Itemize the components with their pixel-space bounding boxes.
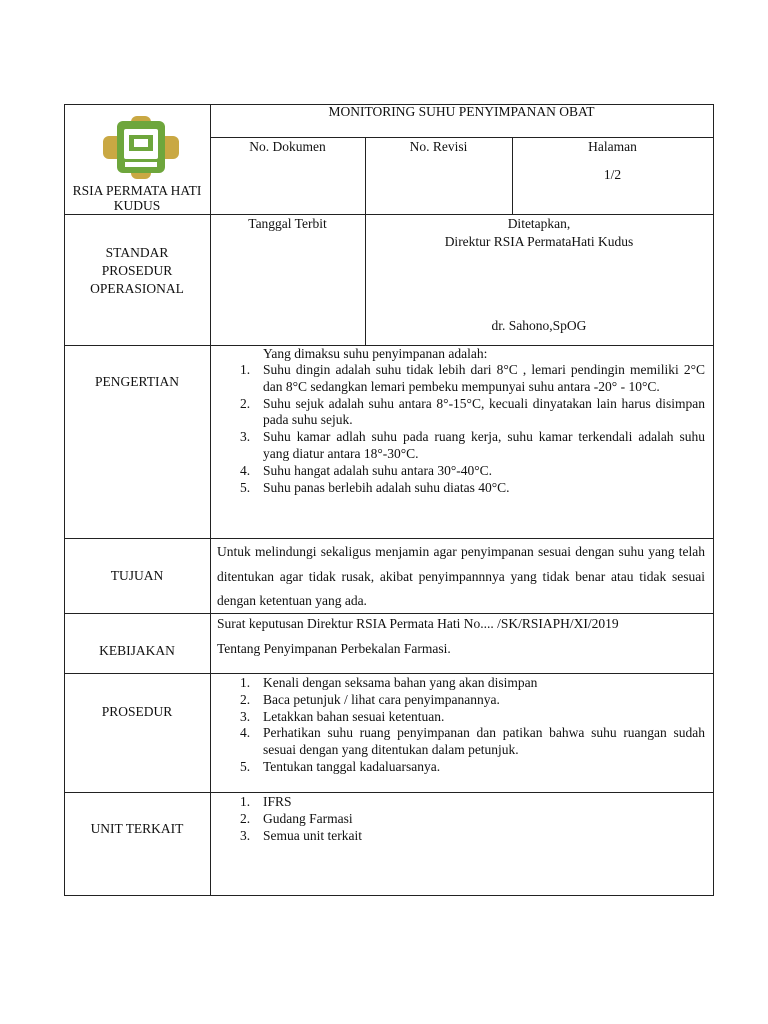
list-item-text: Suhu kamar adlah suhu pada ruang kerja, suhu kamar terkendali adalah suhu yang diatur antara 18°-30°C. — [263, 429, 705, 461]
sop-label-line2: PROSEDUR — [101, 263, 173, 278]
unit-terkait-list — [240, 794, 705, 844]
kebijakan-line1: Surat keputusan Direktur RSIA Permata Hati No.... /SK/RSIAPH/XI/2019 — [217, 616, 619, 631]
pengertian-intro: Yang dimaksu suhu penyimpanan adalah: — [263, 346, 488, 361]
list-item-text: Semua unit terkait — [263, 827, 362, 843]
list-item — [240, 675, 705, 692]
list-item-text: Suhu dingin adalah suhu tidak lebih dari 8°C , lemari pendingin memiliki 2°C dan 8°C sedangkan lemari pembeku mempunyai suhu antara -20° - 10°C. — [263, 362, 705, 394]
border-pengertian-bottom — [64, 538, 714, 539]
list-item — [240, 725, 705, 759]
border-header-bottom — [64, 214, 714, 215]
list-item-number: 2. — [240, 395, 251, 411]
list-item-number: 4. — [240, 462, 251, 478]
list-item — [240, 362, 705, 396]
direktur-label: Direktur RSIA PermataHati Kudus — [444, 234, 634, 249]
list-item — [240, 463, 705, 480]
list-item-number: 5. — [240, 758, 251, 774]
list-item-text: Letakkan bahan sesuai ketentuan. — [263, 708, 445, 724]
list-item-text: Baca petunjuk / lihat cara penyimpanannya. — [263, 691, 500, 707]
list-item-number: 1. — [240, 675, 251, 690]
tujuan-label: TUJUAN — [110, 568, 164, 583]
list-item-number: 4. — [240, 725, 251, 741]
list-item-number: 5. — [240, 479, 251, 495]
logo-base — [125, 162, 157, 167]
list-item-number: 3. — [240, 429, 251, 445]
list-item — [240, 828, 705, 845]
list-item-number: 2. — [240, 691, 251, 707]
org-name-line2: KUDUS — [113, 198, 161, 213]
list-item-number: 1. — [240, 362, 251, 377]
border-bottom — [64, 895, 714, 896]
list-item-text: Suhu sejuk adalah suhu antara 8°-15°C, kecuali dinyatakan lain harus disimpan pada suhu sejuk. — [263, 395, 705, 428]
list-item — [240, 759, 705, 776]
border-title-divider — [210, 137, 714, 138]
prosedur-list — [240, 675, 705, 776]
signatory-name: dr. Sahono,SpOG — [491, 318, 587, 333]
list-item — [240, 811, 705, 828]
border-prosedur-bottom — [64, 792, 714, 793]
logo-window — [134, 139, 148, 147]
halaman-label: Halaman — [588, 139, 637, 154]
border-left — [64, 104, 65, 895]
list-item-number: 3. — [240, 708, 251, 724]
list-item — [240, 429, 705, 463]
list-item-number: 2. — [240, 810, 251, 826]
kebijakan-line2: Tentang Penyimpanan Perbekalan Farmasi. — [217, 641, 451, 656]
border-kebijakan-bottom — [64, 673, 714, 674]
halaman-value: 1/2 — [603, 167, 622, 182]
border-right — [713, 104, 714, 895]
list-item-text: Suhu hangat adalah suhu antara 30°-40°C. — [263, 462, 492, 478]
list-item-text: Gudang Farmasi — [263, 810, 353, 826]
hospital-logo — [103, 116, 179, 179]
org-name-line1: RSIA PERMATA HATI — [72, 183, 202, 198]
list-item — [240, 709, 705, 726]
list-item-text: Suhu panas berlebih adalah suhu diatas 40°C. — [263, 479, 510, 495]
sop-label-line3: OPERASIONAL — [90, 281, 184, 296]
list-item-text: Tentukan tanggal kadaluarsanya. — [263, 758, 441, 774]
unit-terkait-label: UNIT TERKAIT — [90, 821, 184, 836]
document-title: MONITORING SUHU PENYIMPANAN OBAT — [328, 104, 595, 119]
list-item — [240, 396, 705, 430]
sop-label-line1: STANDAR — [105, 245, 169, 260]
list-item-number: 3. — [240, 827, 251, 843]
list-item-text: Perhatikan suhu ruang penyimpanan dan patikan bahwa suhu ruangan sudah sesuai dengan yang ditentukan dalam petunjuk. — [263, 725, 705, 758]
list-item-text: Kenali dengan seksama bahan yang akan disimpan — [263, 675, 538, 690]
no-dokumen-label: No. Dokumen — [249, 139, 326, 154]
pengertian-label: PENGERTIAN — [95, 374, 179, 389]
list-item — [240, 794, 705, 811]
list-item-text: IFRS — [263, 794, 292, 809]
tanggal-terbit-label: Tanggal Terbit — [248, 216, 327, 231]
no-revisi-label: No. Revisi — [409, 139, 468, 154]
kebijakan-label: KEBIJAKAN — [99, 643, 175, 658]
list-item — [240, 692, 705, 709]
ditetapkan-label: Ditetapkan, — [507, 216, 571, 231]
list-item-number: 1. — [240, 794, 251, 809]
list-item — [240, 480, 705, 497]
prosedur-label: PROSEDUR — [101, 704, 173, 719]
pengertian-list — [240, 362, 705, 496]
tujuan-text: Untuk melindungi sekaligus menjamin agar penyimpanan sesuai dengan suhu yang telah ditentukan agar tidak rusak, akibat penyimpannnya yang tidak benar atau tidak sesuai dengan ketentuan yang ada. — [217, 544, 705, 608]
